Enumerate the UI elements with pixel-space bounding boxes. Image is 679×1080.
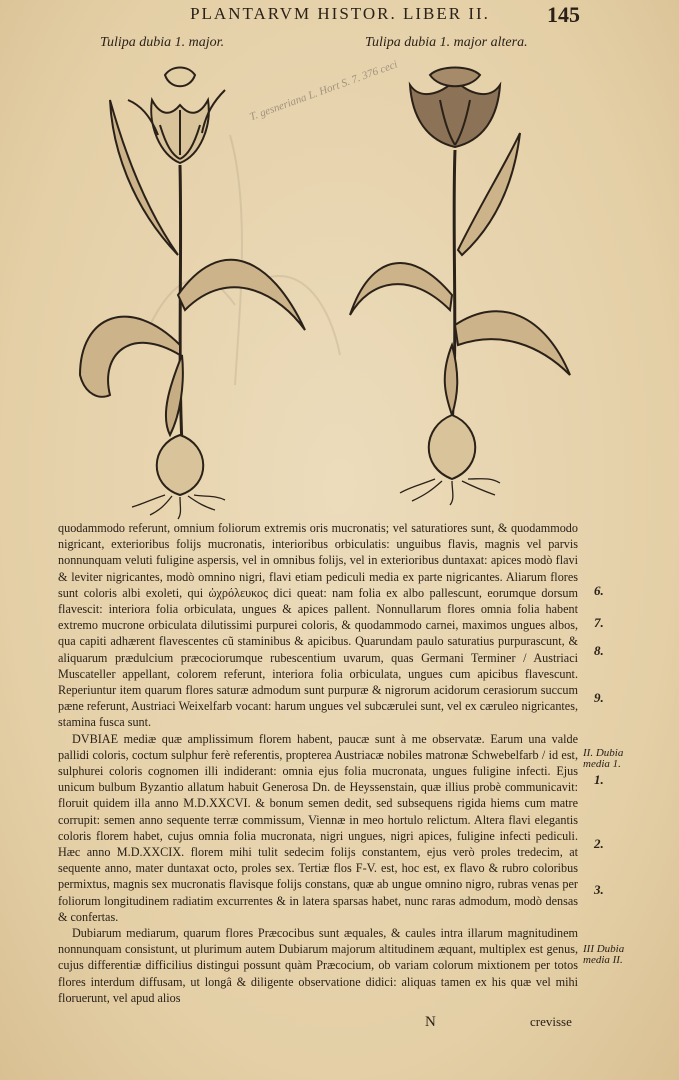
right-tulip-leaf-upper [458,133,520,255]
right-tulip-leaf-left [350,263,452,315]
signature-mark: N [425,1014,436,1030]
running-head: PLANTARVM HISTOR. LIBER II. [190,4,490,23]
margin-number: 3. [594,882,604,897]
right-tulip-roots [400,479,500,505]
right-tulip-woodcut [350,68,570,506]
margin-number: 9. [594,690,604,705]
page-number: 145 [547,2,580,27]
main-text-block [58,520,578,1006]
left-tulip-leaf-left [80,317,180,397]
margin-number: 1. [594,772,604,787]
catchword: crevisse [530,1014,572,1029]
left-tulip-roots [132,495,225,519]
left-tulip-leaf-right [178,260,305,330]
paragraph-dubiae-mediae: DVBIAE mediæ quæ amplissimum florem habent, paucæ sunt à me observatæ. Earum una valde pallidi coloris, coctum sulphur ferè referentis, propterea Austriacæ nobiles matronæ Schwebelfarb / id est, sulphurei coloris cognomen illi indiderant: omnia ejus folia mucronata, ungues fuligine infecti. Ejus unicum bulbum Byzantio allatum habuit Generosa Dn. de Heyssenstain, quæ illius probè communicavit: floruit quidem illa anno M.D.XXCVI. & bonum semen dedit, sed subsequens rigida hiems cum matre corrupit: semen anno sequente terræ commissum, Viennæ in meo hortulo relictum. Altera flavi elegantis coloris florem habet, cujus omnia folia mucronata, nigri ungues, nigri apices, fuligine infecti pediculi. Hæc anno M.D.XXCIX. florem mihi tulit sedecim folijs constantem, ejus verò proles tredecim, at sequente anno, mater duntaxat octo, proles sex. Tertiæ flos F-V. est, hoc est, ex flavo & rubro coloribus permixtus, magnis sex mucronatis flavisque folijs constans, quæ ab ungue omnino nigro, rubras venas per foliorum longitudinem radiatim excurrentes & in latera sparsas habet, nunc raras admodum, modò densas & confertas. [58,731,578,924]
handwritten-annotation: T. gesneriana L. Hort S. 7. 376 ceci [248,58,400,124]
left-plate-caption: Tulipa dubia 1. major. [100,35,225,50]
right-tulip-bulb [429,415,476,479]
paragraph-dubiarum-mediarum: Dubiarum mediarum, quarum flores Præcocibus sunt æquales, & caules intra illarum magnitudinem nonnunquam consistunt, ut plurimum autem Dubiarum majorum altitudinem æquant, multiplex est genus, cujus differentiæ difficilius distingui possunt quàm Præcocium, ob variam colorum mixtionem per totos flores interdum diffusam, ut longâ & diligente observatione didici: aliquas tamen ex his quæ vel mihi floruerunt, vel apud alios [58,926,578,1005]
tulip-woodcuts [0,55,679,525]
margin-note: III Dubia media II. [583,943,625,966]
margin-number: 7. [594,615,604,630]
right-tulip-leaf-right [455,311,570,375]
margin-number: 8. [594,643,604,658]
right-plate-caption: Tulipa dubia 1. major altera. [365,35,528,50]
paragraph-continuation: quodammodo referunt, omnium foliorum extremis oris mucronatis; vel saturatiores sunt, & quodammodo nigricant, exterioribus folijs mucronatis, interioribus orbiculatis: unguibus flavis, magnis vel parvis nonnunquam veluti fuligine aspersis, vel in omnibus folijs, vel in exterioribus duntaxat: apices modò flavi & leviter nigricantes, modò omnino nigri, flavi etiam pediculi media ex parte nigricantes. Aliarum flores sunt coloris albi exoleti, qui ὠχρόλευκος dici queat: nam folia ex albo pallescunt, eorumque dorsum flavescit: interiora folia orbiculata, ungues & apices pallent. Nonnullarum flores omnia folia habent extremo mucrone orbiculata dilutissimi purpurei coloris, & quodammodo carnei, maximos ungues albos, qua capiti adhærent flavescentes cũ staminibus & apicibus. Quarundam paulo saturatius purpurascunt, & aliquarum prædulcium præcociorumque rubescentium uvarum, quas Germani Terminer / Austriaci Muscateller appellant, colorem referunt, interiora folia orbiculata, ungues cum apicibus flavescunt. Reperiuntur item quarum flores saturæ admodum sunt purpuræ & nigrorum acidorum cerasiorum succum pæne referunt, Austriaci Weixelfarb vocant: harum ungues vel subcærulei sunt, vel ex cæruleo nigricantes, stamina fusca sunt. [58,521,578,730]
margin-number: 2. [594,836,604,851]
left-tulip-bulb [157,435,204,495]
left-tulip-woodcut [80,68,305,520]
left-tulip-flower [128,68,225,164]
margin-number: 6. [594,583,604,598]
right-tulip-flower [410,68,500,148]
margin-note: II. Dubia media 1. [583,747,624,770]
